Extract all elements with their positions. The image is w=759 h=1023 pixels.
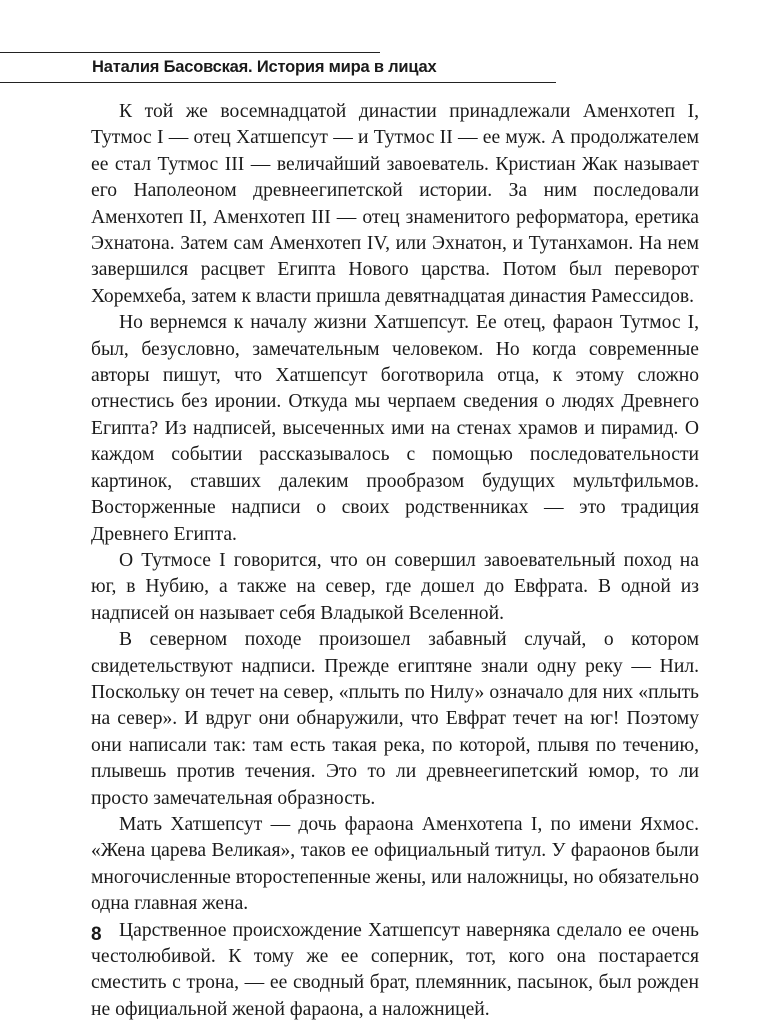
page-number: 8	[91, 924, 102, 945]
paragraph: Но вернемся к началу жизни Хатшепсут. Ее отец, фараон Тутмос I, был, безусловно, замечательным человеком. Но когда современные авторы пишут, что Хатшепсут боготворила отца, к этому сложно отнестись без иронии. Откуда мы черпаем сведения о людях Древнего Египта? Из надписей, высеченных ими на стенах храмов и пирамид. О каждом событии рассказывалось с помощью последовательности картинок, ставших далеким прообразом будущих мультфильмов. Восторженные надписи о своих родственниках — это традиция Древнего Египта.	[91, 312, 699, 545]
header-bottom-rule	[0, 82, 556, 83]
paragraph: В северном походе произошел забавный случай, о котором свидетельствуют надписи. Прежде египтяне знали одну реку — Нил. Поскольку он течет на север, «плыть по Нилу» означало для них «плыть на север». И вдруг они обнаружили, что Евфрат течет на юг! Поэтому они написали так: там есть такая река, по которой, плывя по течению, плывешь против течения. Это то ли древнеегипетский юмор, то ли просто замечательная образность.	[91, 629, 699, 809]
running-header-title: Наталия Басовская. История мира в лицах	[92, 58, 437, 76]
paragraph: Царственное происхождение Хатшепсут наверняка сделало ее очень честолюбивой. К тому же ее соперник, тот, кого она постарается сместить с трона, — ее сводный брат, племянник, пасынок, был рожден не официальной женой фараона, а наложницей.	[91, 919, 699, 1020]
header-top-rule	[0, 52, 380, 53]
body-text	[91, 99, 699, 1023]
paragraph: О Тутмосе I говорится, что он совершил завоевательный поход на юг, в Нубию, а также на север, где дошел до Евфрата. В одной из надписей он называет себя Владыкой Вселенной.	[91, 549, 699, 624]
paragraph: К той же восемнадцатой династии принадлежали Аменхотеп I, Тутмос I — отец Хатшепсут — и Тутмос II — ее муж. А продолжателем ее стал Тутмос III — величайший завоеватель. Кристиан Жак называет его Наполеоном древнеегипетской истории. За ним последовали Аменхотеп II, Аменхотеп III — отец знаменитого реформатора, еретика Эхнатона. Затем сам Аменхотеп IV, или Эхнатон, и Тутанхамон. На нем завершился расцвет Египта Нового царства. Потом был переворот Хоремхеба, затем к власти пришла девятнадцатая династия Рамессидов.	[91, 101, 699, 307]
paragraph: Мать Хатшепсут — дочь фараона Аменхотепа I, по имени Яхмос. «Жена царева Великая», таков ее официальный титул. У фараонов были многочисленные второстепенные жены, или наложницы, но обязательно одна главная жена.	[91, 813, 699, 915]
running-header	[0, 48, 759, 90]
